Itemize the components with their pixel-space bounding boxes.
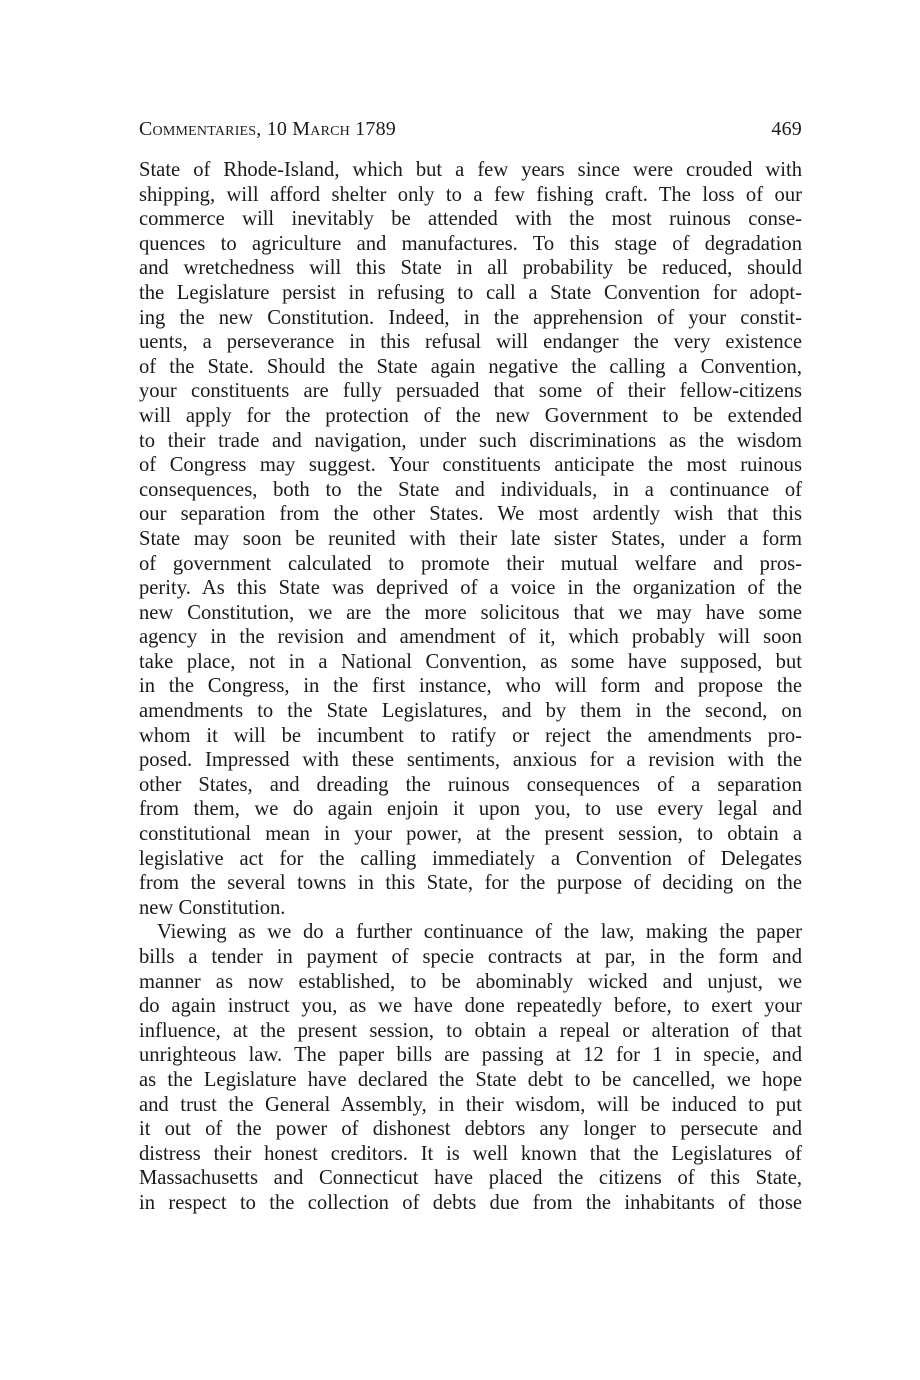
running-title: Commentaries, 10 March 1789 — [139, 118, 396, 140]
text-line: it out of the power of dishonest debtors any longer to persecute and — [139, 1118, 802, 1141]
text-line: consequences, both to the State and individuals, in a continuance of — [139, 478, 802, 501]
text-line: and wretchedness will this State in all probability be reduced, should — [139, 257, 802, 280]
text-line: distress their honest creditors. It is well known that the Legislatures of — [139, 1142, 802, 1165]
document-page — [139, 118, 802, 1216]
text-line: in the Congress, in the first instance, who will form and propose the — [139, 675, 802, 698]
page-number: 469 — [771, 118, 802, 140]
text-line: whom it will be incumbent to ratify or reject the amendments pro- — [139, 724, 802, 747]
text-line: posed. Impressed with these sentiments, anxious for a revision with the — [139, 749, 802, 772]
text-line: take place, not in a National Convention, as some have supposed, but — [139, 650, 802, 673]
text-line: ing the new Constitution. Indeed, in the apprehension of your constit- — [139, 306, 802, 329]
paragraph — [139, 158, 802, 920]
text-line: unrighteous law. The paper bills are passing at 12 for 1 in specie, and — [139, 1044, 802, 1067]
text-line: new Constitution. — [139, 896, 286, 919]
text-line: of the State. Should the State again negative the calling a Convention, — [139, 355, 802, 378]
text-line: as the Legislature have declared the State debt to be cancelled, we hope — [139, 1068, 802, 1091]
text-line: legislative act for the calling immediately a Convention of Delegates — [139, 847, 802, 870]
text-line: State may soon be reunited with their late sister States, under a form — [139, 527, 802, 550]
text-line: influence, at the present session, to obtain a repeal or alteration of that — [139, 1019, 802, 1042]
text-line: will apply for the protection of the new Government to be extended — [139, 404, 802, 427]
text-line: perity. As this State was deprived of a voice in the organization of the — [139, 577, 802, 600]
text-line: do again instruct you, as we have done repeatedly before, to exert your — [139, 995, 802, 1018]
text-line: State of Rhode-Island, which but a few years since were crouded with — [139, 159, 802, 181]
text-line: other States, and dreading the ruinous consequences of a separation — [139, 773, 802, 796]
text-line: Viewing as we do a further continuance of the law, making the paper — [157, 921, 802, 944]
text-line: shipping, will afford shelter only to a few fishing craft. The loss of our — [139, 183, 802, 206]
text-line: from them, we do again enjoin it upon you, to use every legal and — [139, 798, 802, 821]
text-line: Massachusetts and Connecticut have placed the citizens of this State, — [139, 1167, 802, 1190]
text-line: constitutional mean in your power, at the present session, to obtain a — [139, 823, 802, 846]
text-line: your constituents are fully persuaded that some of their fellow-citizens — [139, 380, 802, 403]
text-line: and trust the General Assembly, in their wisdom, will be induced to put — [139, 1093, 802, 1116]
text-line: the Legislature persist in refusing to call a State Convention for adopt- — [139, 281, 802, 304]
text-line: commerce will inevitably be attended with the most ruinous conse- — [139, 208, 802, 231]
text-line: agency in the revision and amendment of it, which probably will soon — [139, 626, 802, 649]
text-line: quences to agriculture and manufactures. To this stage of degradation — [139, 232, 802, 255]
body-text — [139, 158, 802, 1216]
text-line: bills a tender in payment of specie contracts at par, in the form and — [139, 946, 802, 968]
text-line: in respect to the collection of debts due from the inhabitants of those — [139, 1191, 802, 1214]
text-line: uents, a perseverance in this refusal will endanger the very existence — [139, 331, 802, 354]
text-line: of government calculated to promote their mutual welfare and pros- — [139, 552, 802, 575]
text-line: our separation from the other States. We most ardently wish that this — [139, 503, 802, 526]
text-line: manner as now established, to be abominably wicked and unjust, we — [139, 970, 802, 993]
text-line: to their trade and navigation, under such discriminations as the wisdom — [139, 429, 802, 452]
running-head — [139, 118, 802, 158]
text-line: of Congress may suggest. Your constituents anticipate the most ruinous — [139, 454, 802, 477]
paragraph — [139, 920, 802, 1215]
text-line: amendments to the State Legislatures, and by them in the second, on — [139, 700, 802, 723]
text-line: new Constitution, we are the more solicitous that we may have some — [139, 601, 802, 624]
text-line: from the several towns in this State, for the purpose of deciding on the — [139, 872, 802, 895]
